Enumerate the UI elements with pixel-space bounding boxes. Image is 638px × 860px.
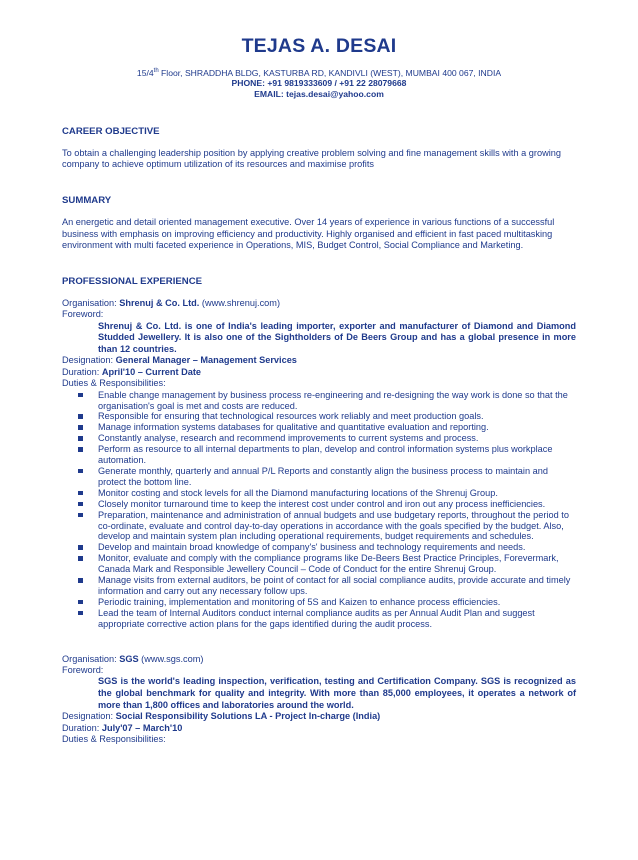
duty-item: Periodic training, implementation and monitoring of 5S and Kaizen to enhance process efficiencies. [98,597,576,608]
career-objective-text: To obtain a challenging leadership position by applying creative problem solving and fine management skills with a growing company to achieve optimum utilization of its resources and maximise profits [62,147,561,170]
duty-item: Manage information systems databases for qualitative and quantitative evaluation and reporting. [98,422,576,433]
designation-value: Social Responsibility Solutions LA - Project In-charge (India) [115,711,381,722]
organisation-name: SGS [119,653,139,664]
designation-label: Designation: [62,355,116,366]
duty-item: Responsible for ensuring that technological resources work reliably and meet production goals. [98,411,576,422]
phone: PHONE: +91 9819333609 / +91 22 28079668 [231,77,407,88]
duty-item: Manage visits from external auditors, be point of contact for all social compliance audits, provide accurate and timely information and carry out any necessary follow ups. [98,575,576,597]
address-rest: Floor, SHRADDHA BLDG, KASTURBA RD, KANDIVLI (WEST), MUMBAI 400 067, INDIA [158,67,502,78]
foreword-label: Foreword: [62,664,104,675]
organisation-line [62,298,576,309]
address-number: 15/4 [136,67,154,78]
foreword-label: Foreword: [62,309,104,320]
duration-label: Duration: [62,366,102,377]
designation-line [62,711,576,722]
duration-line [62,367,576,378]
duty-item: Constantly analyse, research and recommend improvements to current systems and process. [98,433,576,444]
organisation-url: (www.shrenuj.com) [199,297,281,308]
address-suffix: th [153,68,159,74]
duties-label: Duties & Responsibilities: [62,378,166,389]
duty-item: Monitor costing and stock levels for all the Diamond manufacturing locations of the Shrenuj Group. [98,488,576,499]
foreword-text: Shrenuj & Co. Ltd. is one of India's leading importer, exporter and manufacturer of Diamond and Diamond Studded Jewellery. It is also one of the Sightholders of De Beers Group and has a global presence in more than 12 countries. [98,320,576,354]
duration-label: Duration: [62,722,102,733]
designation-value: General Manager – Management Services [115,355,297,366]
email: EMAIL: tejas.desai@yahoo.com [254,88,384,99]
duty-item: Preparation, maintenance and administration of annual budgets and use budgetary reports, throughout the period to co-ordinate, evaluate and control day-to-day operations in accordance with the goals specified by the budget. Also, develop and maintain system plan including operational requirements, budget requirements and schedules. [98,510,576,543]
duty-item: Lead the team of Internal Auditors conduct internal compliance audits as per Annual Audit Plan and suggest appropriate corrective action plans for the gaps identified during the audit process. [98,608,576,630]
designation-line [62,355,576,366]
experience-heading: PROFESSIONAL EXPERIENCE [62,275,203,287]
duration-value: July'07 – March'10 [101,722,183,733]
summary-text: An energetic and detail oriented management executive. Over 14 years of experience in various functions of a successful business with emphasis on improving efficiency and productivity. Highly organised and efficient in fast paced multitasking environment with multi faceted experience in Operations, MIS, Budget Control, Social Compliance and Marketing. [62,217,555,251]
summary-heading: SUMMARY [62,195,112,207]
duty-item: Closely monitor turnaround time to keep the interest cost under control and iron out any process inefficiencies. [98,499,576,510]
duty-item: Develop and maintain broad knowledge of company's' business and technology requirements and needs. [98,542,576,553]
organisation-name: Shrenuj & Co. Ltd. [119,297,200,308]
duties-label: Duties & Responsibilities: [62,733,166,744]
foreword-text: SGS is the world's leading inspection, verification, testing and Certification Company. SGS is recognized as the global benchmark for quality and integrity. With more than 85,000 employees, it operates a network of more than 1,800 offices and laboratories around the world. [98,676,576,710]
address [62,66,576,78]
resume-page [0,34,638,860]
job-entry [62,298,576,630]
organisation-line [62,654,576,665]
designation-label: Designation: [62,711,116,722]
candidate-name: TEJAS A. DESAI [241,35,397,57]
organisation-url: (www.sgs.com) [138,653,204,664]
organisation-label: Organisation: [62,297,120,308]
job-entry [62,654,576,746]
duties-list [62,390,576,630]
career-objective-heading: CAREER OBJECTIVE [62,125,160,137]
duration-line [62,723,576,734]
duty-item: Monitor, evaluate and comply with the compliance programs like De-Beers Best Practice Principles, Forevermark, Canada Mark and Responsible Jewellery Council – Code of Conduct for the entire Shrenuj Group. [98,553,576,575]
duty-item: Enable change management by business process re-engineering and re-designing the way work is done so that the organisation's goal is met and costs are reduced. [98,390,576,412]
duration-value: April'10 – Current Date [101,366,202,377]
duty-item: Generate monthly, quarterly and annual P/L Reports and constantly align the business process to maintain and protect the bottom line. [98,466,576,488]
duty-item: Perform as resource to all internal departments to plan, develop and control information systems plus workplace automation. [98,444,576,466]
organisation-label: Organisation: [62,653,120,664]
